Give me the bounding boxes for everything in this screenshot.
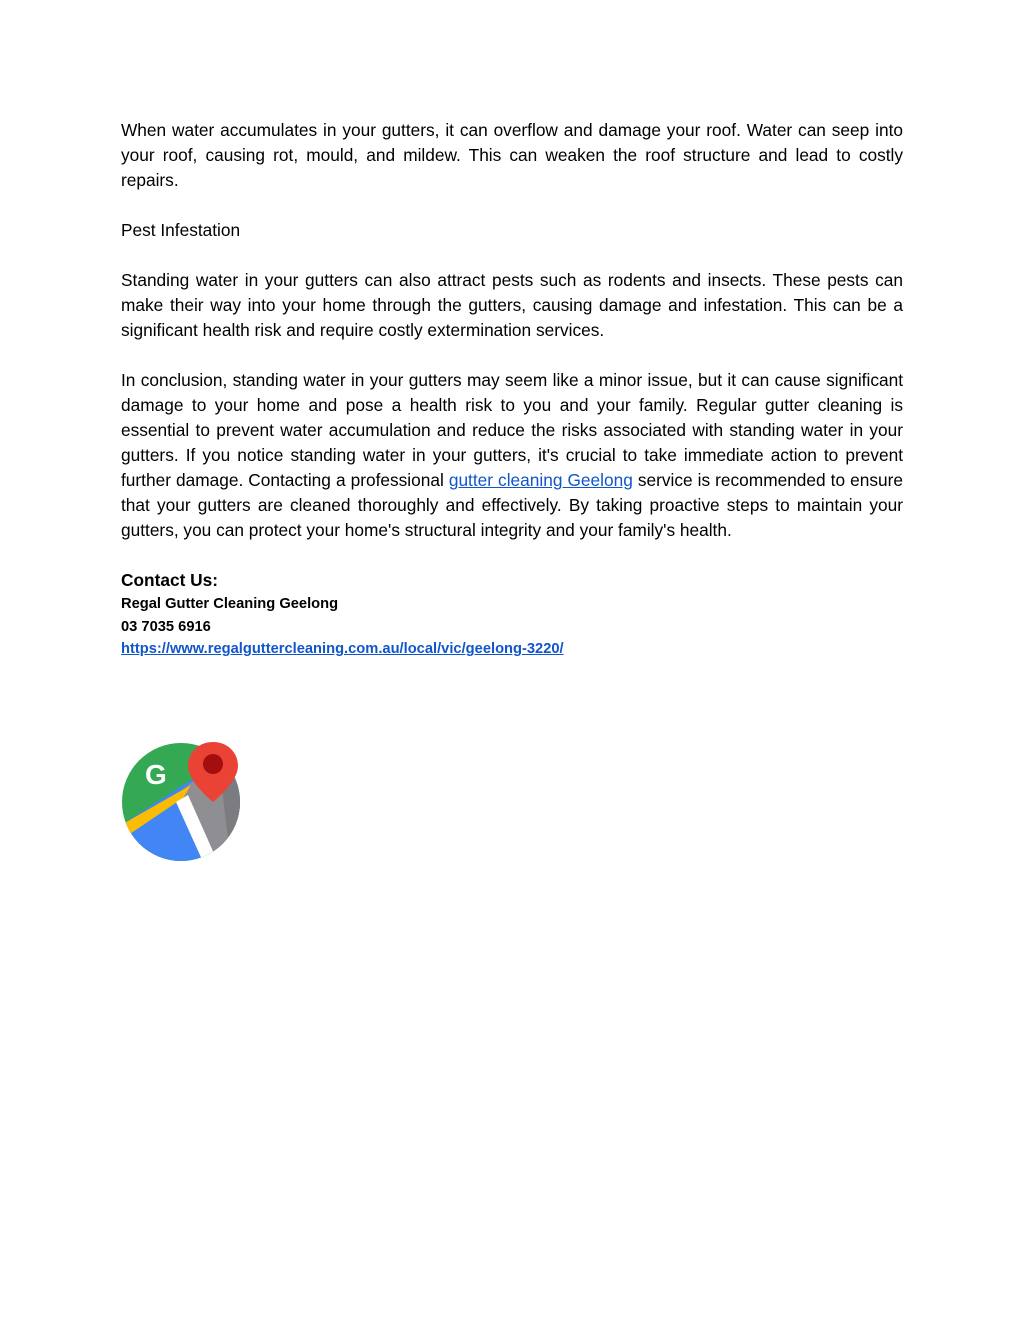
paragraph-roof-damage: When water accumulates in your gutters, it can overflow and damage your roof. Water can seep into your roof, causing rot, mould, and mildew. This can weaken the roof structure and lead to costly repairs.	[121, 120, 903, 190]
paragraph-conclusion	[121, 368, 903, 543]
google-maps-icon[interactable]	[121, 740, 245, 864]
website-link[interactable]: https://www.regalguttercleaning.com.au/local/vic/geelong-3220/	[121, 641, 564, 657]
section-heading-pest-infestation: Pest Infestation	[121, 220, 241, 240]
contact-title: Contact Us:	[121, 570, 218, 590]
google-maps-icon-graphic	[121, 740, 245, 864]
logo-letter-g: G	[145, 759, 167, 790]
gutter-cleaning-geelong-link[interactable]: gutter cleaning Geelong	[448, 470, 633, 490]
paragraph-pests: Standing water in your gutters can also attract pests such as rodents and insects. These pests can make their way into your home through the gutters, causing damage and infestation. This can be a significant health risk and require costly extermination services.	[121, 270, 903, 340]
map-pin-dot	[203, 754, 223, 774]
contact-section	[121, 568, 903, 661]
phone-number: 03 7035 6916	[121, 618, 211, 635]
conclusion-text-start: In conclusion, standing water in your gutters may seem like a minor issue, but it can cause significant damage to your home and pose a health risk to you and your family. Regular gutter cleaning is essential to prevent water accumulation and reduce the risks associated with standing water in your gutters. If you notice standing water in your gutters, it's crucial to take immediate action to prevent further damage. Contacting a professional	[121, 370, 903, 490]
conclusion-text-end: service is recommended to ensure that your gutters are cleaned thoroughly and effectively. By taking proactive steps to maintain your gutters, you can protect your home's structural integrity and your family's health.	[121, 470, 903, 540]
business-name: Regal Gutter Cleaning Geelong	[121, 596, 339, 612]
document-body	[121, 118, 903, 661]
